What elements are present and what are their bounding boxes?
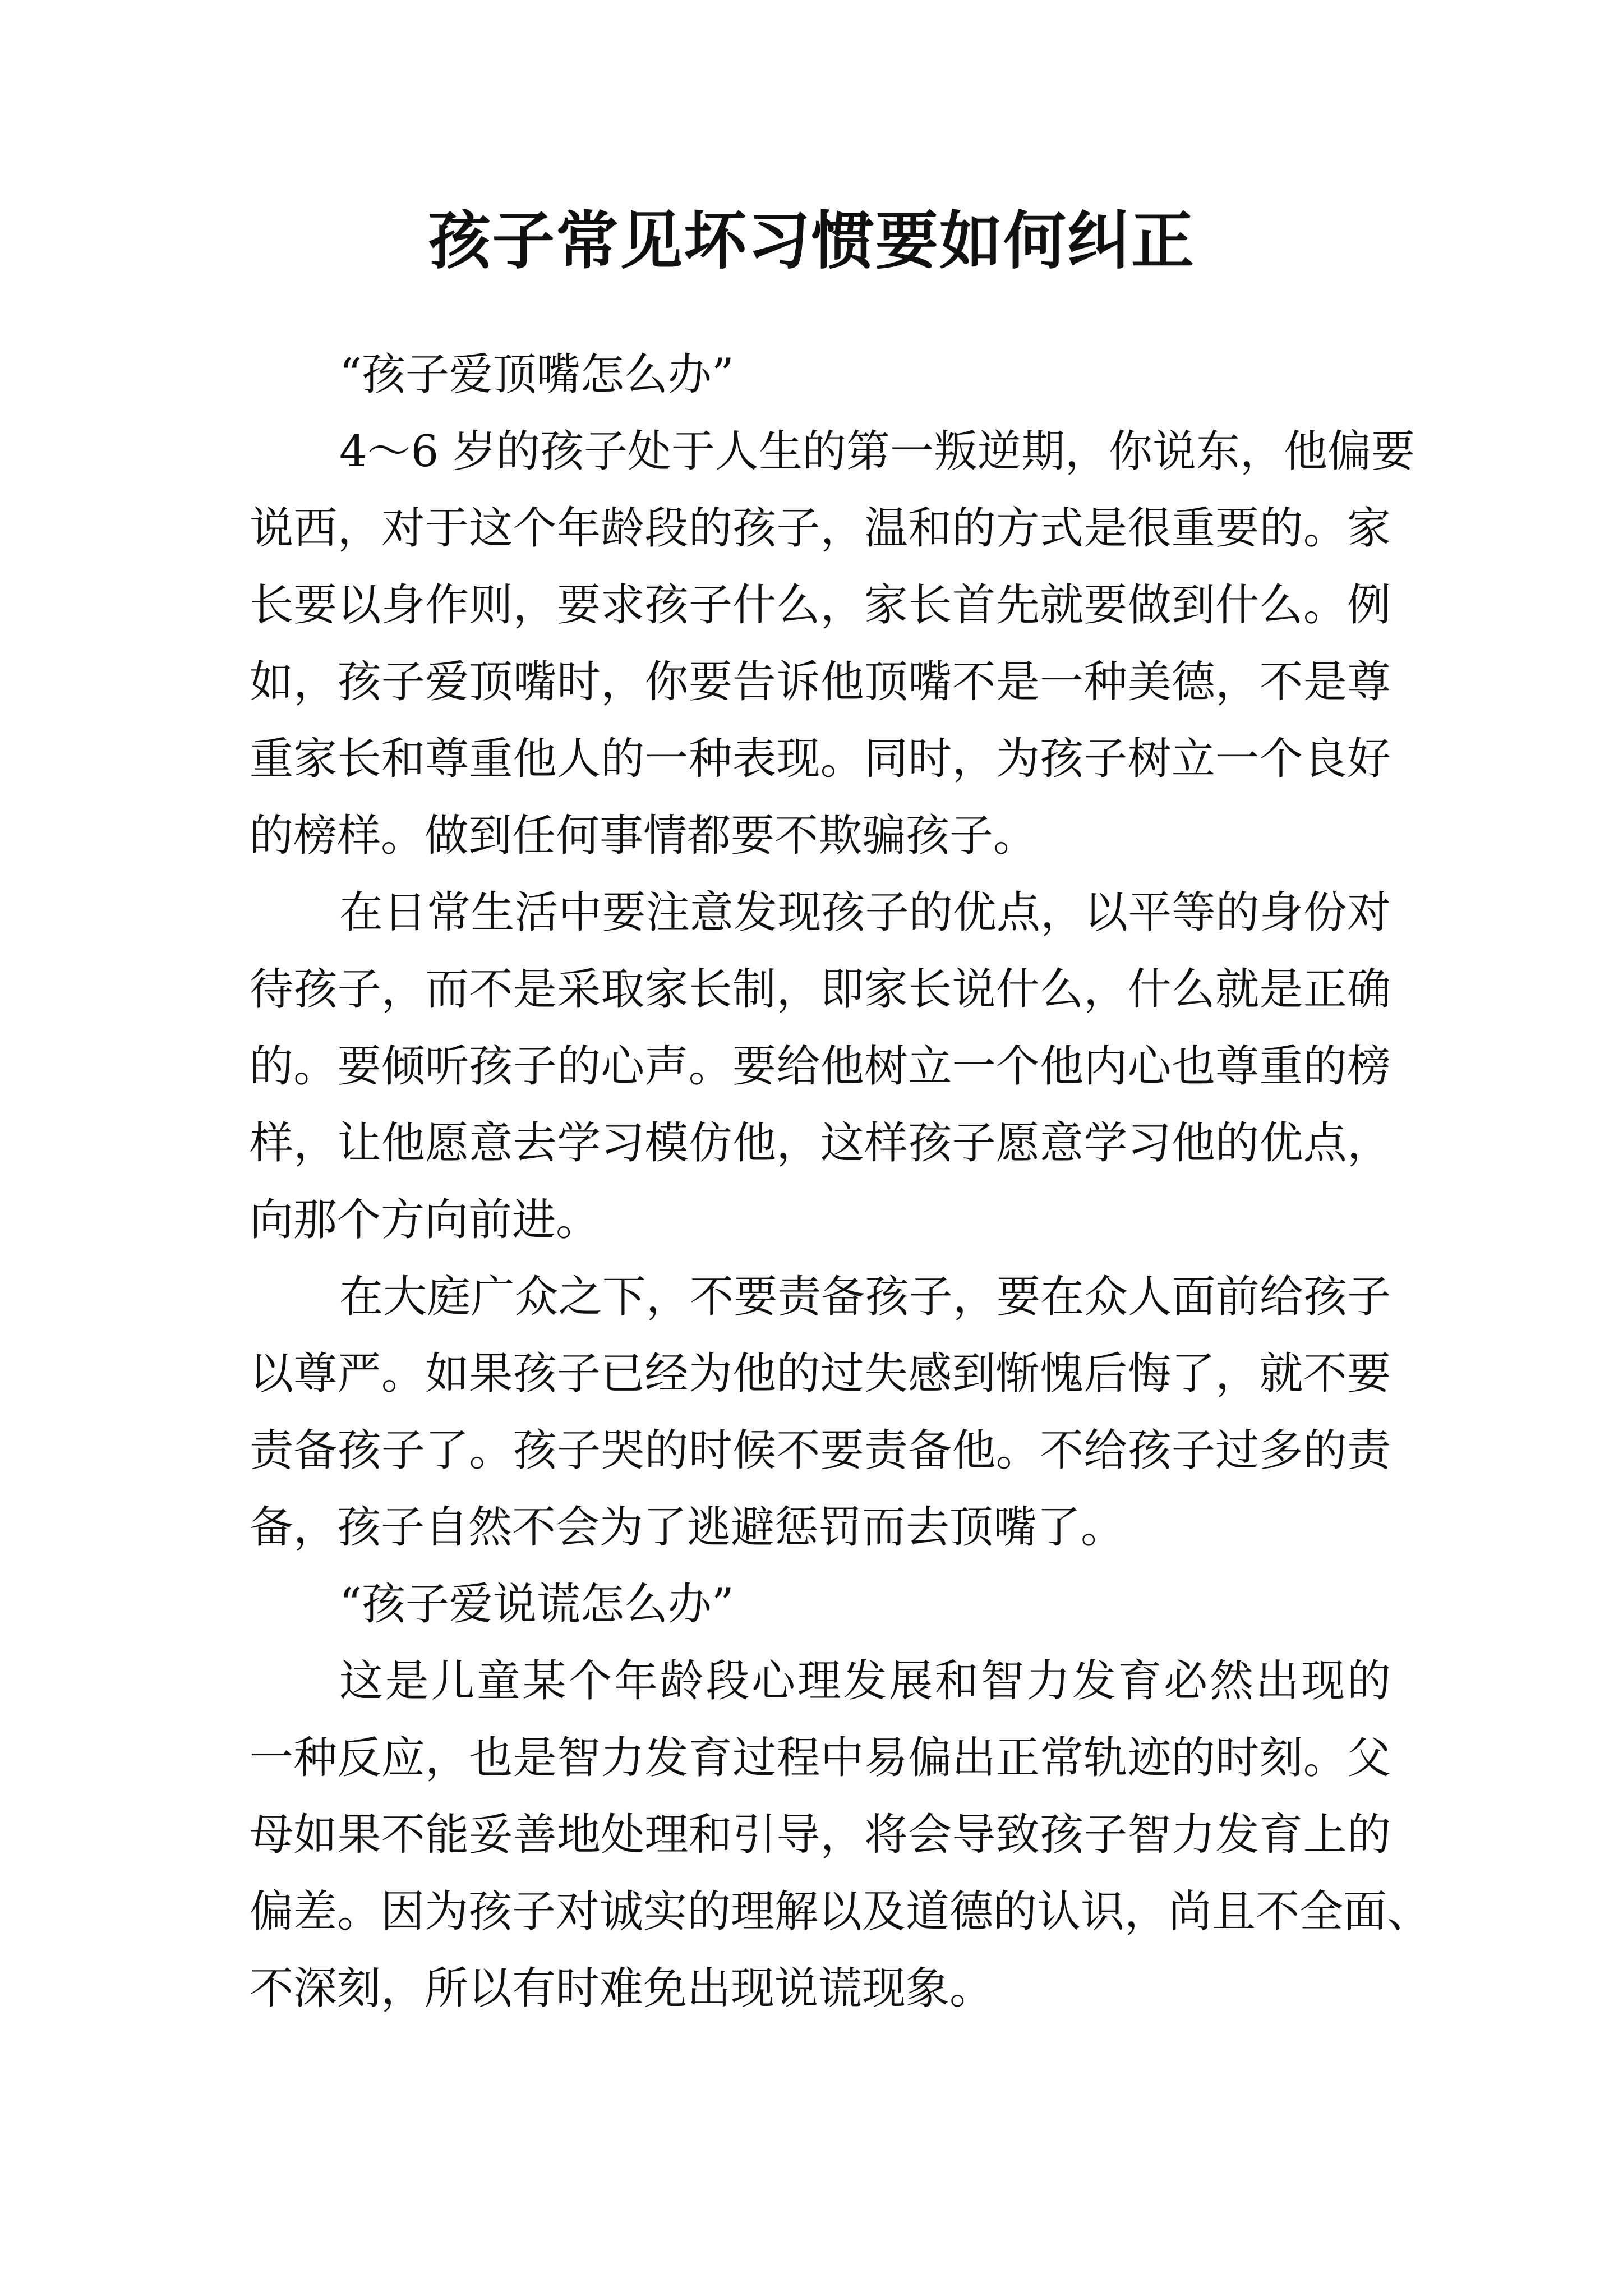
text-line: 重家长和尊重他人的一种表现。同时，为孩子树立一个良好 <box>250 734 1391 784</box>
document-body <box>250 337 1431 2027</box>
text-line: 如，孩子爱顶嘴时，你要告诉他顶嘴不是一种美德，不是尊 <box>250 657 1391 707</box>
text-line: 说西，对于这个年龄段的孩子，温和的方式是很重要的。家 <box>250 503 1391 554</box>
text-line: 向那个方向前进。 <box>250 1195 600 1245</box>
text-line: 在大庭广众之下，不要责备孩子，要在众人面前给孩子 <box>339 1272 1391 1322</box>
text-line: 一种反应，也是智力发育过程中易偏出正常轨迹的时刻。父 <box>250 1733 1391 1783</box>
text-line: 4～6 岁的孩子处于人生的第一叛逆期，你说东，他偏要 <box>339 426 1415 477</box>
document-title: 孩子常见坏习惯要如何纠正 <box>428 204 1195 278</box>
text-line: 的榜样。做到任何事情都要不欺骗孩子。 <box>250 811 1038 861</box>
text-line: 长要以身作则，要求孩子什么，家长首先就要做到什么。例 <box>250 580 1391 631</box>
text-line: 不深刻，所以有时难免出现说谎现象。 <box>250 1963 994 2014</box>
text-line: 在日常生活中要注意发现孩子的优点，以平等的身份对 <box>339 887 1391 938</box>
text-line: “孩子爱顶嘴怎么办” <box>339 349 734 400</box>
text-line: 备，孩子自然不会为了逃避惩罚而去顶嘴了。 <box>250 1502 1125 1553</box>
text-line: 偏差。因为孩子对诚实的理解以及道德的认识，尚且不全面、 <box>250 1887 1431 1937</box>
text-line: 这是儿童某个年龄段心理发展和智力发育必然出现的 <box>339 1656 1391 1706</box>
text-line: 责备孩子了。孩子哭的时候不要责备他。不给孩子过多的责 <box>250 1425 1391 1476</box>
text-line: 以尊严。如果孩子已经为他的过失感到惭愧后悔了，就不要 <box>250 1349 1391 1399</box>
text-line: 样，让他愿意去学习模仿他，这样孩子愿意学习他的优点， <box>250 1118 1391 1168</box>
text-line: 的。要倾听孩子的心声。要给他树立一个他内心也尊重的榜 <box>250 1041 1391 1092</box>
text-line: “孩子爱说谎怎么办” <box>339 1579 734 1630</box>
text-line: 待孩子，而不是采取家长制，即家长说什么，什么就是正确 <box>250 964 1391 1015</box>
text-line: 母如果不能妥善地处理和引导，将会导致孩子智力发育上的 <box>250 1810 1391 1860</box>
